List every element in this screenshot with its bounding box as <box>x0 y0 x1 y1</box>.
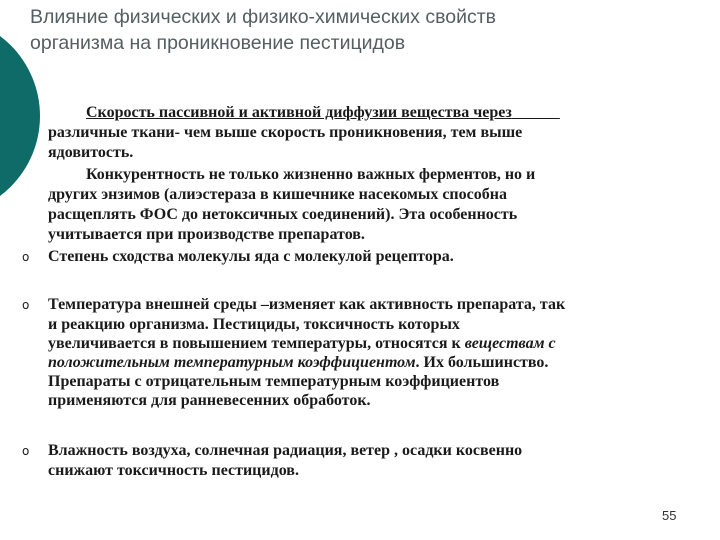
paragraph-2-line-4: учитывается при производстве препаратов. <box>48 226 365 243</box>
bullet-2-line-3: увеличивается в повышением температуры, относятся к веществам с <box>48 335 556 352</box>
paragraph-1-line-2: различные ткани- чем выше скорость проникновения, тем выше <box>48 124 523 141</box>
paragraph-1-line-3: ядовитость. <box>48 144 134 161</box>
bullet-marker-1: o <box>22 250 30 264</box>
paragraph-2-line-3: расщеплять ФОС до нетоксичных соединений). Эта особенность <box>48 206 518 223</box>
bullet-2-line-4: положительным температурным коэффициентом. Их большинство. <box>48 354 549 371</box>
title-line-1: Влияние физических и физико-химических свойств <box>30 6 497 28</box>
title-line-2: организма на проникновение пестицидов <box>30 32 406 54</box>
bullet-2-line-1: Температура внешней среды –изменяет как активность препарата, так <box>48 296 566 313</box>
bullet-marker-2: o <box>22 298 30 312</box>
page-number: 55 <box>662 508 677 523</box>
bullet-marker-3: o <box>22 444 30 458</box>
paragraph-2-line-1: Конкурентность не только жизненно важных ферментов, но и <box>86 166 536 183</box>
bullet-1-text: Степень сходства молекулы яда с молекулой рецептора. <box>48 248 454 265</box>
bullet-2-line-2: и реакцию организма. Пестициды, токсичность которых <box>48 316 460 333</box>
paragraph-1-line-1: Скорость пассивной и активной диффузии вещества через <box>86 104 560 122</box>
bullet-3-line-1: Влажность воздуха, солнечная радиация, ветер , осадки косвенно <box>48 442 523 459</box>
paragraph-2-line-2: других энзимов (алиэстераза в кишечнике насекомых способна <box>48 186 507 203</box>
bullet-2-line-5: Препараты с отрицательным температурным коэффициентов <box>48 373 500 390</box>
underline-fill <box>512 104 560 121</box>
bullet-2-line-6: применяются для ранневесенних обработок. <box>48 392 371 409</box>
bullet-3-line-2: снижают токсичность пестицидов. <box>48 462 299 479</box>
